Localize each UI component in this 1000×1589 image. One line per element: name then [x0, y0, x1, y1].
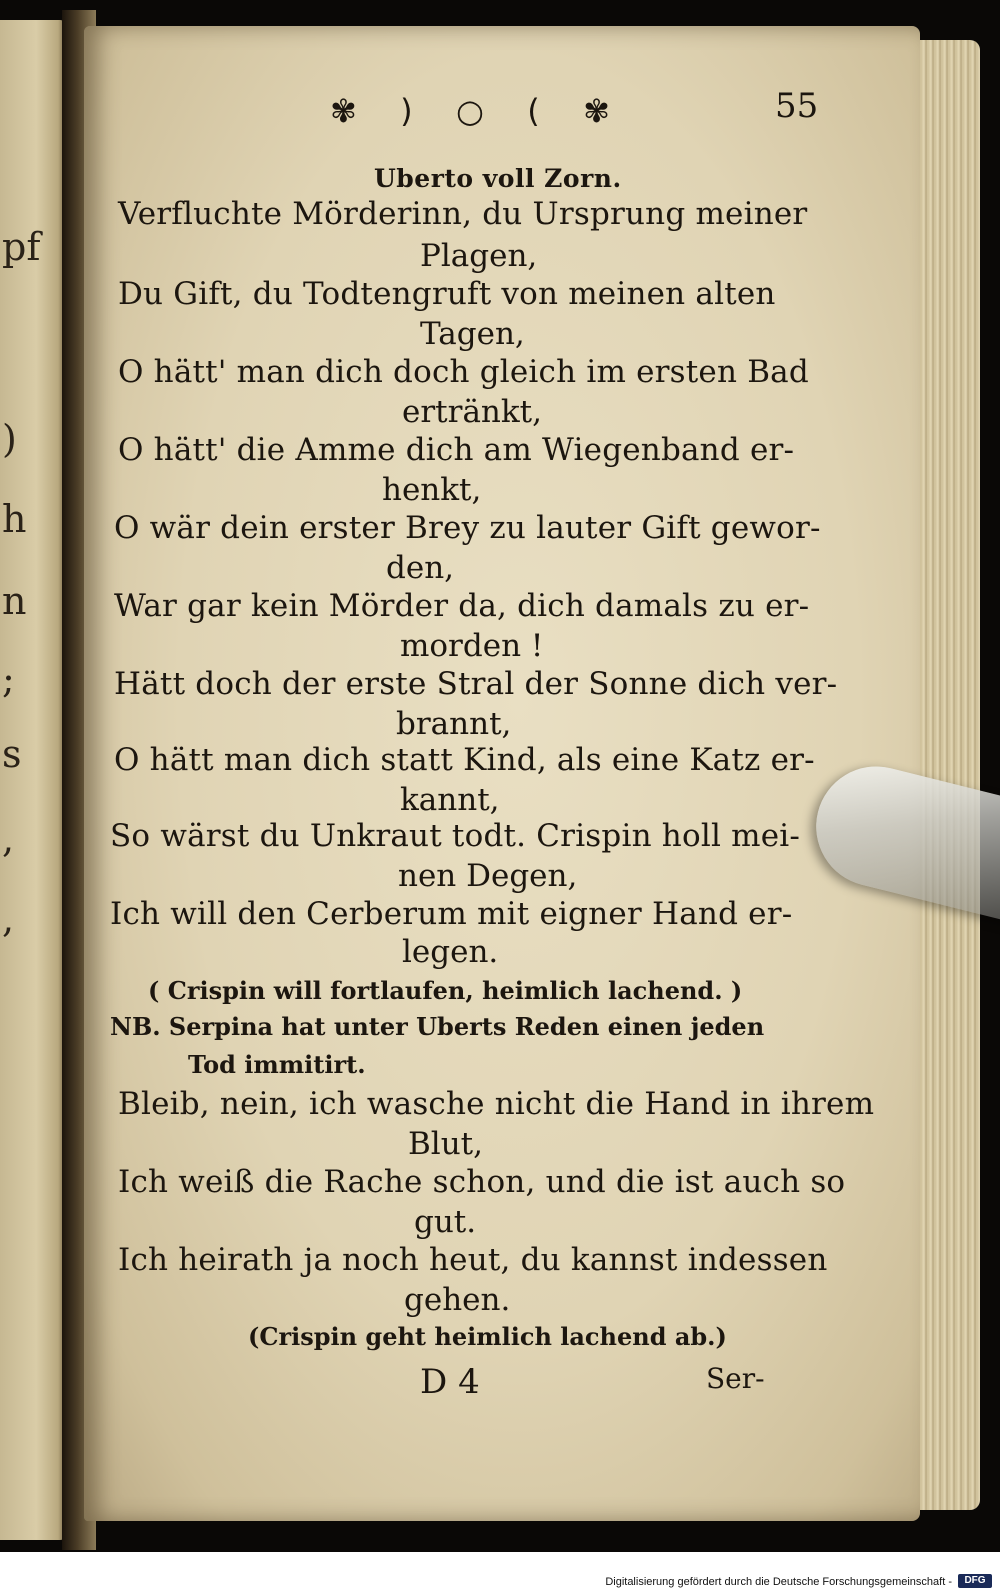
verse-line: O hätt man dich statt Kind, als eine Katz er-	[114, 742, 815, 778]
verse-line-continuation: kannt,	[400, 782, 500, 818]
left-page-fragment: h	[2, 497, 27, 541]
verse-line: Du Gift, du Todtengruft von meinen alten	[118, 276, 776, 312]
nota-bene-note-continuation: Tod immitirt.	[188, 1050, 366, 1079]
flower-ornament-icon: ✾	[330, 92, 357, 130]
stage-direction: (Crispin geht heimlich lachend ab.)	[248, 1322, 727, 1351]
verse-line: O wär dein erster Brey zu lauter Gift gewor-	[114, 510, 821, 546]
left-page-fragment: pf	[2, 225, 41, 269]
speaker-heading: Uberto voll Zorn.	[374, 164, 622, 193]
verse-line: O hätt' man dich doch gleich im ersten Bad	[118, 354, 809, 390]
dfg-logo: DFG	[958, 1574, 992, 1588]
verse-line: Ich will den Cerberum mit eigner Hand er-	[110, 896, 793, 932]
bracket-ornament-icon: (	[527, 92, 540, 130]
left-page-fragment: ,	[2, 897, 15, 941]
verse-line-continuation: Tagen,	[420, 316, 525, 352]
digitization-credit: Digitalisierung gefördert durch die Deutsche Forschungsgemeinschaft -	[605, 1576, 952, 1588]
verse-line-continuation: den,	[386, 550, 455, 586]
verse-line-continuation: morden !	[400, 628, 544, 664]
verse-line: O hätt' die Amme dich am Wiegenband er-	[118, 432, 795, 468]
verse-line-continuation: nen Degen,	[398, 858, 578, 894]
flower-ornament-icon: ✾	[583, 92, 610, 130]
verse-line-continuation: gut.	[414, 1204, 477, 1240]
verse-line: War gar kein Mörder da, dich damals zu er-	[114, 588, 810, 624]
verse-line-continuation: brannt,	[396, 706, 512, 742]
verse-line-continuation: Plagen,	[420, 238, 538, 274]
verse-line-continuation: ertränkt,	[402, 394, 542, 430]
page-number: 55	[775, 86, 819, 126]
left-page-fragment: )	[2, 417, 17, 461]
verse-line-continuation: gehen.	[404, 1282, 511, 1318]
left-page-fragment: ;	[2, 657, 15, 701]
verse-line: Ich heirath ja noch heut, du kannst indessen	[118, 1242, 828, 1278]
stage-direction: ( Crispin will fortlaufen, heimlich lachend. )	[148, 976, 743, 1005]
verse-line-continuation: Blut,	[408, 1126, 483, 1162]
bracket-ornament-icon: )	[400, 92, 413, 130]
nota-bene-note: NB. Serpina hat unter Uberts Reden einen jeden	[110, 1012, 765, 1041]
verse-line: Hätt doch der erste Stral der Sonne dich ver-	[114, 666, 838, 702]
catchword: Ser-	[706, 1362, 765, 1395]
left-page-fragment: ,	[2, 817, 15, 861]
verse-line: Verfluchte Mörderinn, du Ursprung meiner	[118, 196, 808, 232]
verse-line-continuation: legen.	[402, 934, 499, 970]
signature-mark: D 4	[420, 1362, 480, 1402]
verse-line-continuation: henkt,	[382, 472, 482, 508]
left-page-fragment: n	[2, 579, 27, 623]
circle-ornament-icon: ○	[456, 92, 484, 130]
previous-page-edge	[0, 20, 66, 1540]
verse-line: Ich weiß die Rache schon, und die ist auch so	[118, 1164, 846, 1200]
header-ornament	[330, 86, 610, 136]
verse-line: Bleib, nein, ich wasche nicht die Hand in ihrem	[118, 1086, 875, 1122]
verse-line: So wärst du Unkraut todt. Crispin holl mei-	[110, 818, 801, 854]
left-page-fragment: s	[2, 732, 22, 776]
